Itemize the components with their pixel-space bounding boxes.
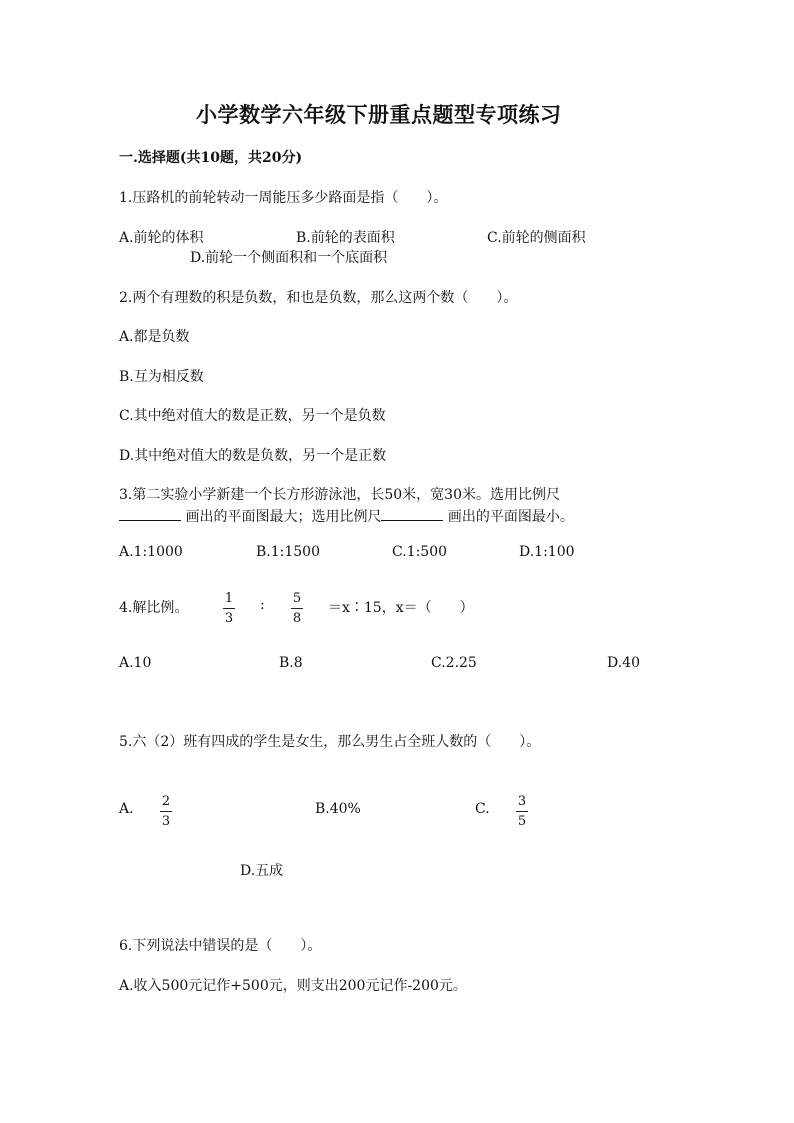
question-4-option-b: B.8 (279, 655, 303, 671)
question-5-option-b: B.40% (315, 801, 361, 817)
question-4-option-a: A.10 (119, 655, 152, 671)
fraction-bar (223, 608, 235, 609)
fraction-numerator: 2 (161, 794, 171, 809)
fraction-bar (516, 811, 528, 812)
question-1-option-a: A.前轮的体积 (119, 230, 204, 246)
question-4-stem-prefix: 4.解比例。 (119, 600, 189, 616)
fraction-numerator: 1 (224, 591, 234, 606)
fraction-bar (291, 608, 303, 609)
fraction-denominator: 5 (517, 814, 527, 829)
question-3-stem-mid: 画出的平面图最大；选用比例尺 (181, 509, 382, 525)
fraction-numerator: 3 (517, 794, 527, 809)
question-3-option-b: B.1:1500 (256, 544, 320, 560)
fraction-denominator: 3 (161, 814, 171, 829)
fraction-denominator: 8 (292, 611, 302, 626)
question-3-option-a: A.1:1000 (119, 544, 183, 560)
question-4-option-d: D.40 (607, 655, 640, 671)
question-2-option-c: C.其中绝对值大的数是正数，另一个是负数 (119, 408, 386, 424)
fraction-two-thirds (160, 794, 172, 829)
question-1-option-c: C.前轮的侧面积 (487, 230, 586, 246)
fraction-denominator: 3 (224, 611, 234, 626)
fraction-numerator: 5 (292, 591, 302, 606)
question-3-stem-end: 画出的平面图最小。 (443, 509, 574, 525)
question-2-option-b: B.互为相反数 (119, 369, 204, 385)
question-6-stem: 6.下列说法中错误的是（ ）。 (119, 938, 322, 954)
question-5-option-a-label: A. (119, 801, 134, 817)
question-3-stem-line2 (119, 506, 574, 526)
answer-blank[interactable] (119, 519, 181, 521)
question-5-option-d: D.五成 (240, 863, 284, 879)
fraction-bar (160, 811, 172, 812)
answer-blank[interactable] (381, 519, 443, 521)
question-1-option-d: D.前轮一个侧面积和一个底面积 (190, 250, 388, 266)
fraction-one-third (223, 591, 235, 626)
ratio-colon: : (260, 597, 265, 613)
page-title: 小学数学六年级下册重点题型专项练习 (196, 102, 562, 127)
question-3-option-c: C.1:500 (392, 544, 448, 560)
question-4-option-c: C.2.25 (431, 655, 477, 671)
question-1-option-b: B.前轮的表面积 (296, 230, 395, 246)
question-2-option-a: A.都是负数 (119, 329, 190, 345)
question-6-option-a: A.收入500元记作+500元，则支出200元记作-200元。 (119, 978, 467, 994)
question-5-stem: 5.六（2）班有四成的学生是女生，那么男生占全班人数的（ ）。 (119, 734, 541, 750)
fraction-three-fifths (516, 794, 528, 829)
question-4-stem-suffix: ＝x∶15，x＝（ ） (328, 600, 474, 616)
fraction-five-eighths (291, 591, 303, 626)
question-1-stem: 1.压路机的前轮转动一周能压多少路面是指（ ）。 (119, 190, 448, 206)
question-3-option-d: D.1:100 (519, 544, 575, 560)
section-heading: 一.选择题(共10题，共20分) (119, 150, 303, 166)
question-5-option-c-label: C. (475, 801, 490, 817)
question-2-stem: 2.两个有理数的积是负数，和也是负数，那么这两个数（ ）。 (119, 290, 518, 306)
question-3-stem-line1: 3.第二实验小学新建一个长方形游泳池，长50米，宽30米。选用比例尺 (119, 487, 560, 503)
question-2-option-d: D.其中绝对值大的数是负数，另一个是正数 (119, 448, 387, 464)
